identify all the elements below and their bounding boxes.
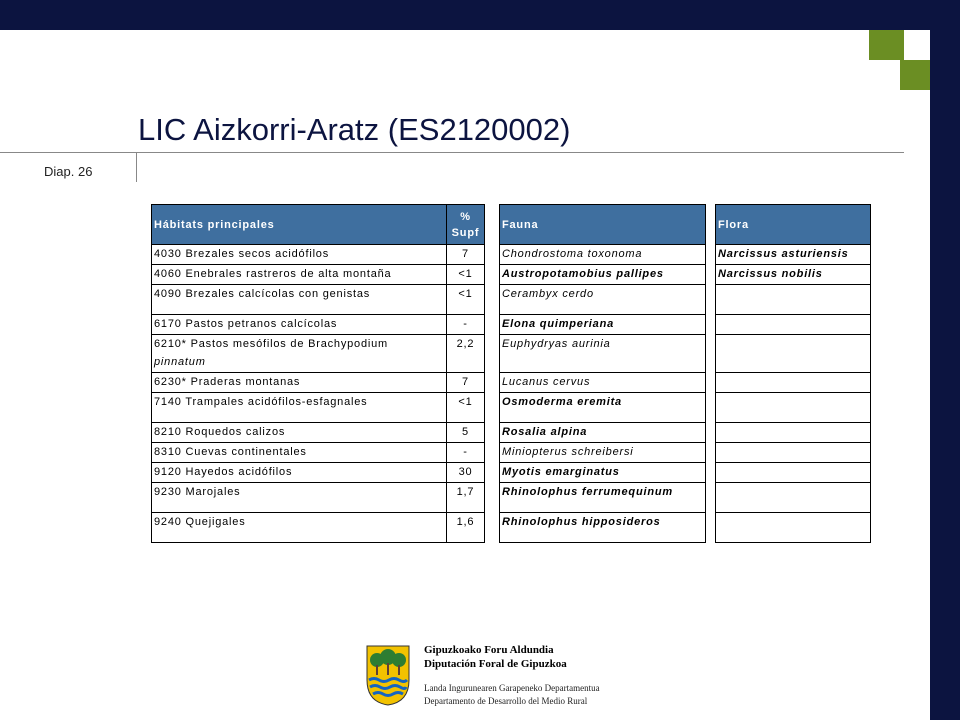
table-row: [152, 245, 485, 265]
table-row: [500, 245, 706, 265]
flora-cell: Narcissus asturiensis: [716, 245, 871, 265]
table-row: [716, 373, 871, 393]
table-row: [152, 393, 485, 423]
org-name-basque: Gipuzkoako Foru Aldundia: [424, 644, 554, 656]
table-header-row: [152, 205, 485, 245]
habitat-cell: 6230* Praderas montanas: [152, 373, 447, 393]
header-fauna: Fauna: [500, 205, 706, 245]
pct-cell: <1: [447, 285, 485, 315]
right-banner: [930, 30, 960, 720]
flora-cell: [716, 285, 871, 315]
flora-cell: [716, 315, 871, 335]
header-surface-line1: %: [460, 210, 471, 223]
table-row: [500, 373, 706, 393]
table-row: [152, 335, 485, 373]
table-row: [500, 285, 706, 315]
fauna-cell: Lucanus cervus: [500, 373, 706, 393]
accent-square-2: [900, 60, 930, 90]
habitat-cell: 9230 Marojales: [152, 483, 447, 513]
fauna-cell: Rhinolophus ferrumequinum: [500, 483, 706, 513]
table-row: [152, 373, 485, 393]
habitat-cell: 4090 Brezales calcícolas con genistas: [152, 285, 447, 315]
table-row: [152, 513, 485, 543]
header-flora: Flora: [716, 205, 871, 245]
table-row: [152, 483, 485, 513]
table-row: [500, 513, 706, 543]
flora-cell: [716, 423, 871, 443]
habitats-table: [151, 204, 485, 543]
pct-cell: -: [447, 443, 485, 463]
number-divider: [136, 152, 137, 182]
habitat-cell: 8310 Cuevas continentales: [152, 443, 447, 463]
pct-cell: <1: [447, 393, 485, 423]
table-row: [152, 265, 485, 285]
fauna-cell: Miniopterus schreibersi: [500, 443, 706, 463]
table-row: [500, 335, 706, 373]
top-banner: [0, 0, 960, 30]
fauna-cell: Myotis emarginatus: [500, 463, 706, 483]
fauna-cell: Austropotamobius pallipes: [500, 265, 706, 285]
table-row: [152, 423, 485, 443]
flora-cell: [716, 513, 871, 543]
fauna-cell: Cerambyx cerdo: [500, 285, 706, 315]
pct-cell: 5: [447, 423, 485, 443]
habitat-cell: 4060 Enebrales rastreros de alta montaña: [152, 265, 447, 285]
flora-table: [715, 204, 871, 543]
table-row: [500, 393, 706, 423]
table-row: [500, 423, 706, 443]
fauna-cell: Rhinolophus hipposideros: [500, 513, 706, 543]
habitat-text: 6210* Pastos mesófilos de Brachypodium: [154, 338, 389, 350]
pct-cell: 1,6: [447, 513, 485, 543]
pct-cell: 30: [447, 463, 485, 483]
table-row: [500, 463, 706, 483]
department-basque: Landa Ingurunearen Garapeneko Departamentua: [424, 683, 600, 693]
flora-cell: [716, 463, 871, 483]
gipuzkoa-shield-logo: [365, 644, 411, 706]
accent-square-1: [869, 30, 904, 60]
header-habitats: Hábitats principales: [152, 205, 447, 245]
habitat-cell: 8210 Roquedos calizos: [152, 423, 447, 443]
org-name-spanish: Diputación Foral de Gipuzkoa: [424, 658, 567, 670]
fauna-table: [499, 204, 706, 543]
fauna-cell: Chondrostoma toxonoma: [500, 245, 706, 265]
table-row: [500, 483, 706, 513]
table-row: [716, 513, 871, 543]
table-row: [152, 463, 485, 483]
department-spanish: Departamento de Desarrollo del Medio Rural: [424, 696, 588, 706]
fauna-cell: Osmoderma eremita: [500, 393, 706, 423]
header-surface-line2: Supf: [451, 226, 480, 239]
table-row: [716, 423, 871, 443]
pct-cell: 7: [447, 245, 485, 265]
flora-cell: [716, 443, 871, 463]
pct-cell: 7: [447, 373, 485, 393]
table-row: [500, 315, 706, 335]
table-row: [152, 443, 485, 463]
table-row: [152, 315, 485, 335]
table-row: [716, 483, 871, 513]
table-row: [716, 285, 871, 315]
slide-number: Diap. 26: [44, 164, 93, 179]
table-header-row: [716, 205, 871, 245]
pct-cell: <1: [447, 265, 485, 285]
table-header-row: [500, 205, 706, 245]
table-row: [716, 463, 871, 483]
flora-cell: [716, 373, 871, 393]
habitat-cell: [152, 335, 447, 373]
flora-cell: [716, 483, 871, 513]
slide-title: LIC Aizkorri-Aratz (ES2120002): [138, 112, 571, 147]
habitat-cell: 9240 Quejigales: [152, 513, 447, 543]
table-row: [500, 443, 706, 463]
table-row: [716, 265, 871, 285]
flora-cell: [716, 393, 871, 423]
habitat-cell: 4030 Brezales secos acidófilos: [152, 245, 447, 265]
pct-cell: 2,2: [447, 335, 485, 373]
habitat-cell: 6170 Pastos petranos calcícolas: [152, 315, 447, 335]
habitat-cell: 9120 Hayedos acidófilos: [152, 463, 447, 483]
header-surface: [447, 205, 485, 245]
table-row: [716, 335, 871, 373]
fauna-cell: Rosalia alpina: [500, 423, 706, 443]
table-row: [716, 315, 871, 335]
pct-cell: 1,7: [447, 483, 485, 513]
table-row: [716, 443, 871, 463]
flora-cell: Narcissus nobilis: [716, 265, 871, 285]
habitat-text-line2: pinnatum: [154, 356, 206, 368]
table-row: [716, 245, 871, 265]
habitat-cell: 7140 Trampales acidófilos-esfagnales: [152, 393, 447, 423]
pct-cell: -: [447, 315, 485, 335]
table-row: [152, 285, 485, 315]
fauna-cell: Elona quimperiana: [500, 315, 706, 335]
fauna-cell: Euphydryas aurinia: [500, 335, 706, 373]
table-row: [716, 393, 871, 423]
flora-cell: [716, 335, 871, 373]
table-row: [500, 265, 706, 285]
